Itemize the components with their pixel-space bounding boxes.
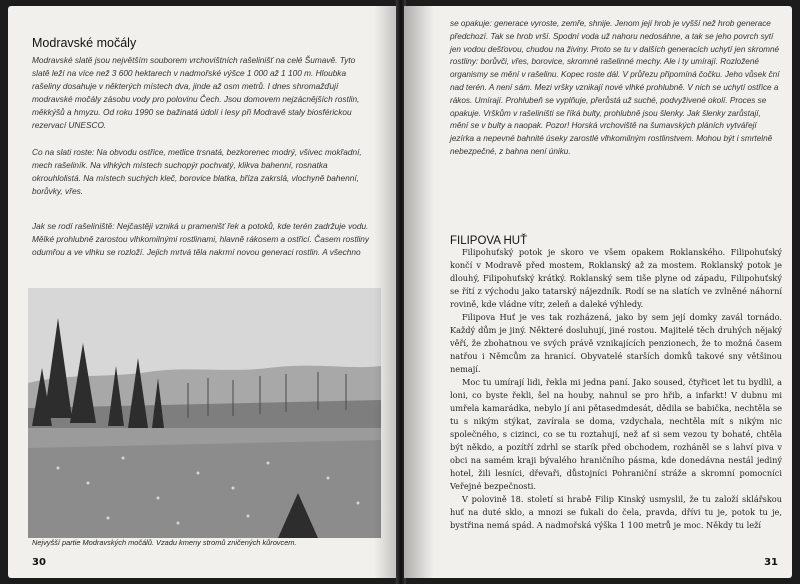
landscape-image (28, 288, 381, 538)
page-number-left: 30 (32, 557, 46, 568)
body-paragraph: Moc tu umírají lidi, řekla mi jedna paní. Jako soused, čtyřicet let tu bydlil, a loni, co byste řekli, šel na houby, nahnul se pro hřib, a infarkt! V dubnu mi umřela kamarádka, nebylo jí ani pětasedmdesát, dědila se babička, nechtěla se tu s nikým stýkat, zavírala se doma, vzdychala, nechtěla mít s nikým nic společného, s cizinci, co se tu roztahují, než ať si sem vezou ty bohaté, chtěla být někdo, a pozítří zdrhl se starík před obchodem, rozháněl se s lahví piva v obci na samém kraji bývalého hraničního pásma, kde donedávna nestál jediný hotel, žili lesníci, dřevaři, důstojníci Pohraniční stráže a skromní pomocníci Veřejné bezpečnosti. (450, 377, 782, 491)
continuation-paragraph: se opakuje: generace vyroste, zemře, shnije. Jenom její hrob je vyšší než hrob generace předchozí. Tak se hrob vrší. Spodní voda už nahoru nedosáhne, a tak se jeho povrch sytí jen vodou dešťovou, chudou na živiny. Proto se tu v dalších generacích uchytí jen skromné rostliny: borůvči, vřes, borovice, skromné rašelinné mechy. Ale i ty umírají. Rozložené organismy se mění v rašelinu. Kopec roste dál. V průřezu připomíná čočku. Jeho vůsek ční nad terén. A není sám. Mezi vršky vznikají nové vlhké prohlubně. V nich se uchytí ostřice a rákos. Umírají. Prohlubeň se vyplňuje, přerůstá už suché, podvyživené okolí. Proces se opakuje. Vrškům v rašeliništi se říká bulty, prohlubně jsou šlenky. Jak šlenky zarůstají, mění se v bulty a naopak. Pozor! Horská vrchoviště na šumavských pláních vytvářejí jezírka a nepevné bahnité úseky zarostlé vlhkomilným rostlinstvem. Mohou být i smrtelně nebezpečné, z bahna není úniku. (450, 19, 780, 156)
intro-paragraph: Modravské slatě jsou největším souborem vrchovištních rašelinišť na celé Šumavě. Tyto slatě leží na více než 3 600 hektarech v nadmořské výšce 1 000 až 1 100 m. Hloubka rašeliny dosahuje v některých místech dva, jinde až osm metrů. I dnes shromažďují modravské močály zásobu vody pro polovinu Čech. Jsou domovem nejzácnějších rostlin, měkkýšů a hmyzu. Od roku 1990 se bažinatá údolí i lesy při Modravě staly biosférickou rezervací UNESCO. (32, 55, 360, 130)
left-page-title: Modravské močály (32, 36, 137, 51)
right-page (404, 6, 792, 578)
body-paragraph: V polovině 18. století si hrabě Filip Kinský usmyslil, že tu založí sklářskou huť na duté sklo, a mnozi se fukali do čela, pravda, dřívi tu je, potok tu je, bystřina nemá spád. A nadmořská výška 1 100 metrů je moc. Někdy tu leží (450, 494, 782, 530)
gutter-shadow (404, 6, 434, 578)
left-page (8, 6, 400, 578)
peat-bog-photo (28, 288, 381, 538)
plants-paragraph: Co na slati roste: Na obvodu ostřice, metlice trsnatá, bezkorenec modrý, všivec mokřadní, mech rašeliník. Na vlhkých místech suchopýr pochvatý, klikva bahenní, rosnatka okrouhlolistá. Na místech suchých kleč, borovice blatka, bříza zakrslá, vlochyně bahenní, borůvky, vřes. (32, 147, 362, 196)
formation-paragraph: Jak se rodí rašeliniště: Nejčastěji vzniká u pramenišť řek a potoků, kde terén zadržuje vodu. Mělké prohlubně zarostou vlhkomilnými rostlinami, hlavně rákosem a ostřicí. Časem rostliny odumřou a ve vlhku se rozloží. Jejich mrtvá těla nakrmí novou generaci rostlin. A všechno (32, 221, 370, 257)
page-number-right: 31 (764, 557, 778, 568)
body-paragraph: Filipohuťský potok je skoro ve všem opakem Roklanského. Filipohuťský končí v Modravě před mostem, Roklanský až za mostem. Roklanský potok je dlouhý, Filipohuťský krátký. Roklanský sem tiše plyne od západu, Filipohuťský se řítí z východu jako tatarský nájezdník. Rodí se na slatích ve zvlněné náhorní rovině, kde vládne vítr, zeleň a daleké výhledy. (450, 247, 782, 309)
photo-caption: Nejvyšší partie Modravských močálů. Vzadu kmeny stromů zničených kůrovcem. (32, 538, 297, 547)
right-page-title: FILIPOVA HUŤ (450, 234, 528, 247)
body-paragraph: Filipova Huť je ves tak rozházená, jako by sem její domky zavál tornádo. Každý dům je jiný. Některé dosluhují, jiné rostou. Majitelé těch druhých nějaký věří, že zbohatnou ve svých právě vznikajících penzionech, že to možná časem natřou i Němcům za hranicí. Obyvatelé starších domků takové sny většinou nemají. (450, 312, 782, 374)
body-text (450, 246, 782, 532)
